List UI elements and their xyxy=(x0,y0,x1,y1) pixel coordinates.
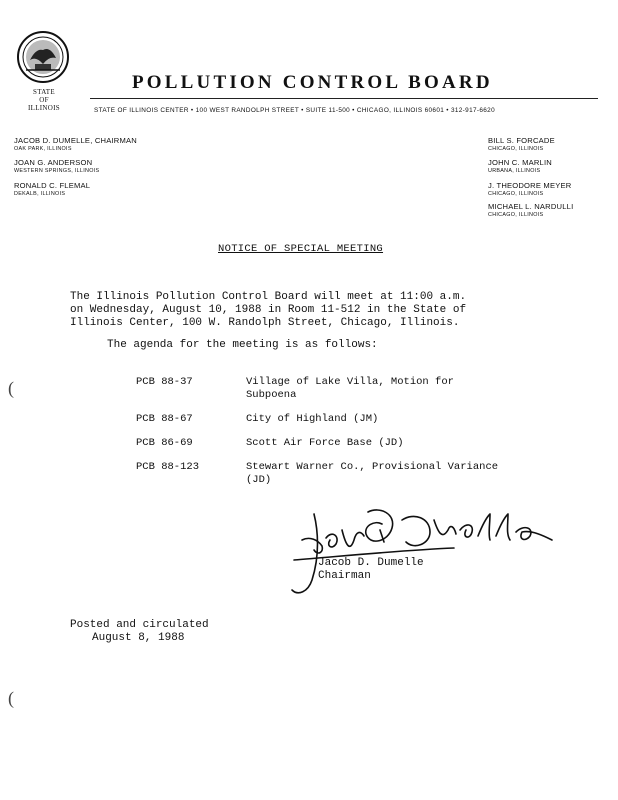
posted-date: August 8, 1988 xyxy=(92,632,185,644)
signatory-name: Jacob D. Dumelle xyxy=(318,557,424,569)
agenda-case-number: PCB 88-37 xyxy=(136,376,193,388)
handwritten-signature xyxy=(284,500,564,600)
scan-margin-mark: ( xyxy=(8,688,14,708)
agenda-case-description: Village of Lake Villa, Motion for xyxy=(246,376,454,388)
agenda-case-description: (JD) xyxy=(246,474,272,486)
letterhead-rule xyxy=(90,98,598,99)
member-place: OAK PARK, ILLINOIS xyxy=(14,146,72,152)
posted-note: Posted and circulated xyxy=(70,619,209,631)
agenda-intro: The agenda for the meeting is as follows: xyxy=(107,339,378,351)
scan-margin-mark: ( xyxy=(8,378,14,398)
notice-heading: NOTICE OF SPECIAL MEETING xyxy=(218,243,384,255)
notice-paragraph-line: on Wednesday, August 10, 1988 in Room 11-512 in the State of xyxy=(70,304,467,316)
member-name: JOAN G. ANDERSON xyxy=(14,158,93,167)
state-seal-logo xyxy=(16,30,70,84)
seal-caption xyxy=(20,88,68,112)
seal-caption-line: ILLINOIS xyxy=(28,104,60,112)
member-place: CHICAGO, ILLINOIS xyxy=(488,146,544,152)
member-name: BILL S. FORCADE xyxy=(488,136,555,145)
agenda-case-description: Subpoena xyxy=(246,389,297,401)
board-address: STATE OF ILLINOIS CENTER • 100 WEST RANDOLPH STREET • SUITE 11-500 • CHICAGO, ILLINOIS 60601 • 312-917-6620 xyxy=(94,107,495,114)
seal-caption-line: OF xyxy=(39,96,49,104)
member-place: WESTERN SPRINGS, ILLINOIS xyxy=(14,168,100,174)
member-name: MICHAEL L. NARDULLI xyxy=(488,202,574,211)
member-place: CHICAGO, ILLINOIS xyxy=(488,191,544,197)
member-name: JACOB D. DUMELLE, CHAIRMAN xyxy=(14,136,137,145)
agenda-case-number: PCB 86-69 xyxy=(136,437,193,449)
agenda-case-description: City of Highland (JM) xyxy=(246,413,379,425)
signatory-title: Chairman xyxy=(318,570,371,582)
member-place: CHICAGO, ILLINOIS xyxy=(488,212,544,218)
agenda-case-number: PCB 88-123 xyxy=(136,461,200,473)
member-name: RONALD C. FLEMAL xyxy=(14,181,91,190)
member-name: J. THEODORE MEYER xyxy=(488,181,572,190)
agenda-case-number: PCB 88-67 xyxy=(136,413,193,425)
member-place: DEKALB, ILLINOIS xyxy=(14,191,66,197)
notice-paragraph-line: Illinois Center, 100 W. Randolph Street, Chicago, Illinois. xyxy=(70,317,460,329)
agenda-case-description: Scott Air Force Base (JD) xyxy=(246,437,404,449)
member-place: URBANA, ILLINOIS xyxy=(488,168,541,174)
board-title: POLLUTION CONTROL BOARD xyxy=(132,72,493,93)
seal-caption-line: STATE xyxy=(33,88,55,96)
notice-paragraph-line: The Illinois Pollution Control Board will meet at 11:00 a.m. xyxy=(70,291,467,303)
member-name: JOHN C. MARLIN xyxy=(488,158,552,167)
agenda-case-description: Stewart Warner Co., Provisional Variance xyxy=(246,461,499,473)
